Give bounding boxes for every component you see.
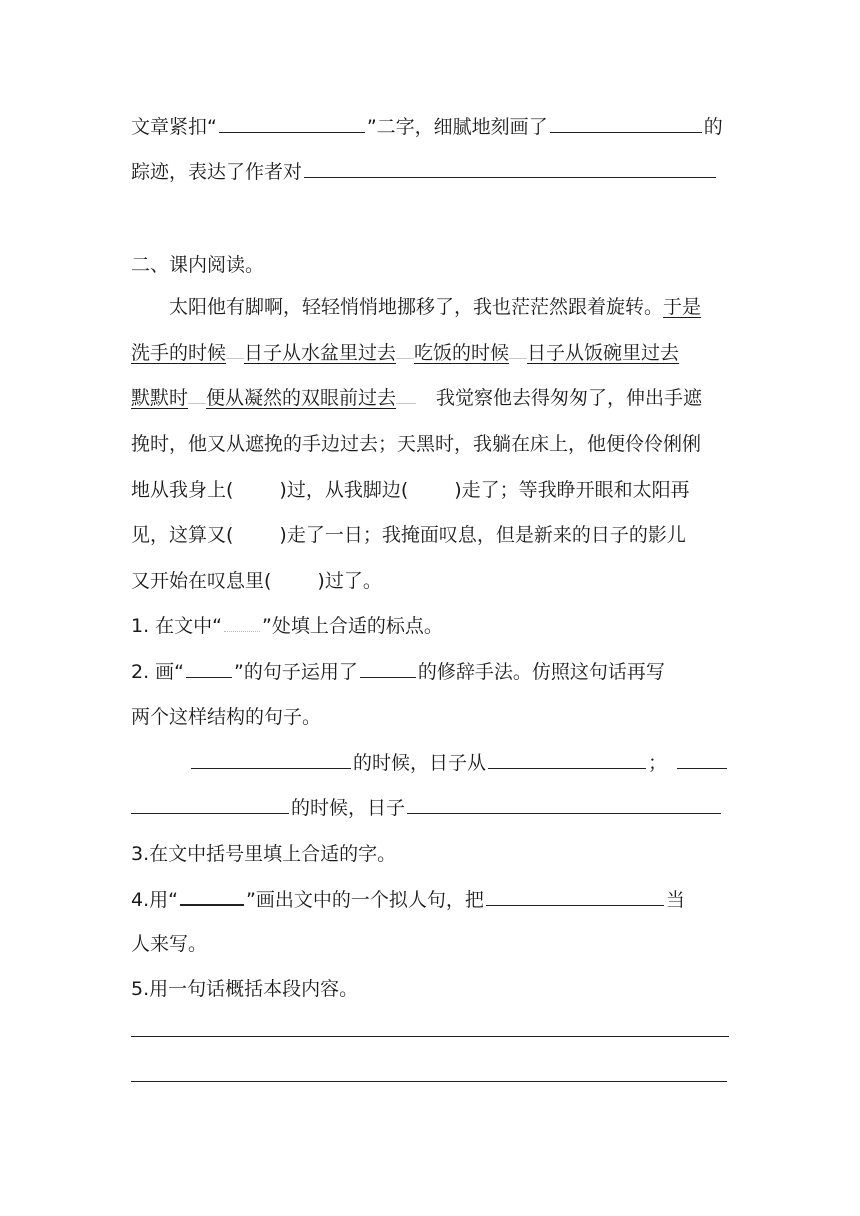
section-heading: 二、课内阅读。 (131, 254, 265, 276)
underlined-text: 洗手的时候 (131, 342, 227, 364)
text: 的 (703, 116, 723, 138)
question-5: 5.用一句话概括本段内容。 (131, 978, 359, 1000)
underlined-text: 默默时 (131, 387, 189, 409)
fill-line-2 (131, 157, 731, 187)
underlined-text: 于是 (663, 296, 702, 318)
underlined-text: 便从凝然的双眼前过去 (206, 387, 397, 409)
blank-field[interactable] (131, 793, 289, 814)
answer-line-2[interactable] (131, 1081, 727, 1082)
answer-line-1[interactable] (131, 1036, 729, 1037)
passage-line-6 (131, 520, 731, 550)
blank-field[interactable] (677, 748, 727, 769)
blank-field[interactable] (304, 157, 716, 178)
text: ”的句子运用了 (234, 661, 358, 683)
punctuation-blank[interactable] (509, 338, 527, 359)
passage-line-7 (131, 566, 731, 596)
question-4-continued: 人来写。 (131, 933, 208, 955)
blank-field[interactable] (488, 748, 646, 769)
question-2-fill-1 (131, 748, 731, 778)
text: ”处填上合适的标点。 (262, 615, 443, 637)
text: 见，这算又( (131, 524, 234, 546)
passage-line-2 (131, 338, 731, 368)
text: 踪迹，表达了作者对 (131, 161, 303, 183)
passage-line-3 (131, 383, 731, 413)
text: 太阳他有脚啊，轻轻悄悄地挪移了，我也茫茫然跟着旋转。 (169, 296, 664, 318)
text: ”二字，细腻地刻画了 (366, 116, 548, 138)
blank-field[interactable] (219, 112, 365, 133)
blank-field[interactable] (360, 657, 416, 678)
text: )过了。 (317, 570, 382, 592)
underlined-text: 日子从饭碗里过去 (527, 342, 680, 364)
blank-field[interactable] (550, 112, 702, 133)
text: 地从我身上( (131, 479, 234, 501)
punctuation-blank[interactable] (188, 383, 206, 404)
text: 的修辞手法。仿照这句话再写 (417, 661, 665, 683)
blank-field[interactable] (191, 748, 351, 769)
text: 4.用“ (131, 889, 178, 911)
text: ； (648, 752, 668, 774)
text: 文章紧扣“ (131, 116, 217, 138)
underlined-text: 日子从水盆里过去 (244, 342, 397, 364)
question-2-continued: 两个这样结构的句子。 (131, 706, 322, 728)
text: 又开始在叹息里( (131, 570, 272, 592)
text: )走了；等我睁开眼和太阳再 (454, 479, 690, 501)
underlined-text: 吃饭的时候 (414, 342, 510, 364)
passage-line-1 (169, 292, 731, 322)
punctuation-blank[interactable] (226, 338, 244, 359)
text: 2. 画“ (131, 661, 185, 683)
text: 我觉察他去得匆匆了，伸出手遮 (436, 387, 703, 409)
question-4 (131, 884, 731, 914)
text: 的时候，日子从 (353, 752, 487, 774)
fill-line-1 (131, 112, 731, 142)
blank-field[interactable] (224, 611, 260, 632)
passage-line-4: 挽时，他又从遮挽的手边过去；天黑时，我躺在床上，他便伶伶俐俐 (131, 433, 702, 455)
blank-field[interactable] (486, 885, 664, 906)
blank-field[interactable] (180, 884, 244, 906)
text: 当 (665, 889, 685, 911)
text: ”画出文中的一个拟人句，把 (245, 889, 484, 911)
blank-field[interactable] (407, 793, 721, 814)
text: 1. 在文中“ (131, 615, 223, 637)
punctuation-blank[interactable] (396, 383, 416, 404)
question-1 (131, 611, 731, 641)
question-2-fill-2 (131, 793, 731, 823)
text: )走了一日；我掩面叹息，但是新来的日子的影儿 (279, 524, 686, 546)
text: )过，从我脚边( (279, 479, 409, 501)
blank-field[interactable] (186, 657, 232, 678)
question-3: 3.在文中括号里填上合适的字。 (131, 843, 397, 865)
punctuation-blank[interactable] (396, 338, 414, 359)
question-2 (131, 657, 731, 687)
passage-line-5 (131, 475, 731, 505)
text: 的时候，日子 (291, 797, 406, 819)
